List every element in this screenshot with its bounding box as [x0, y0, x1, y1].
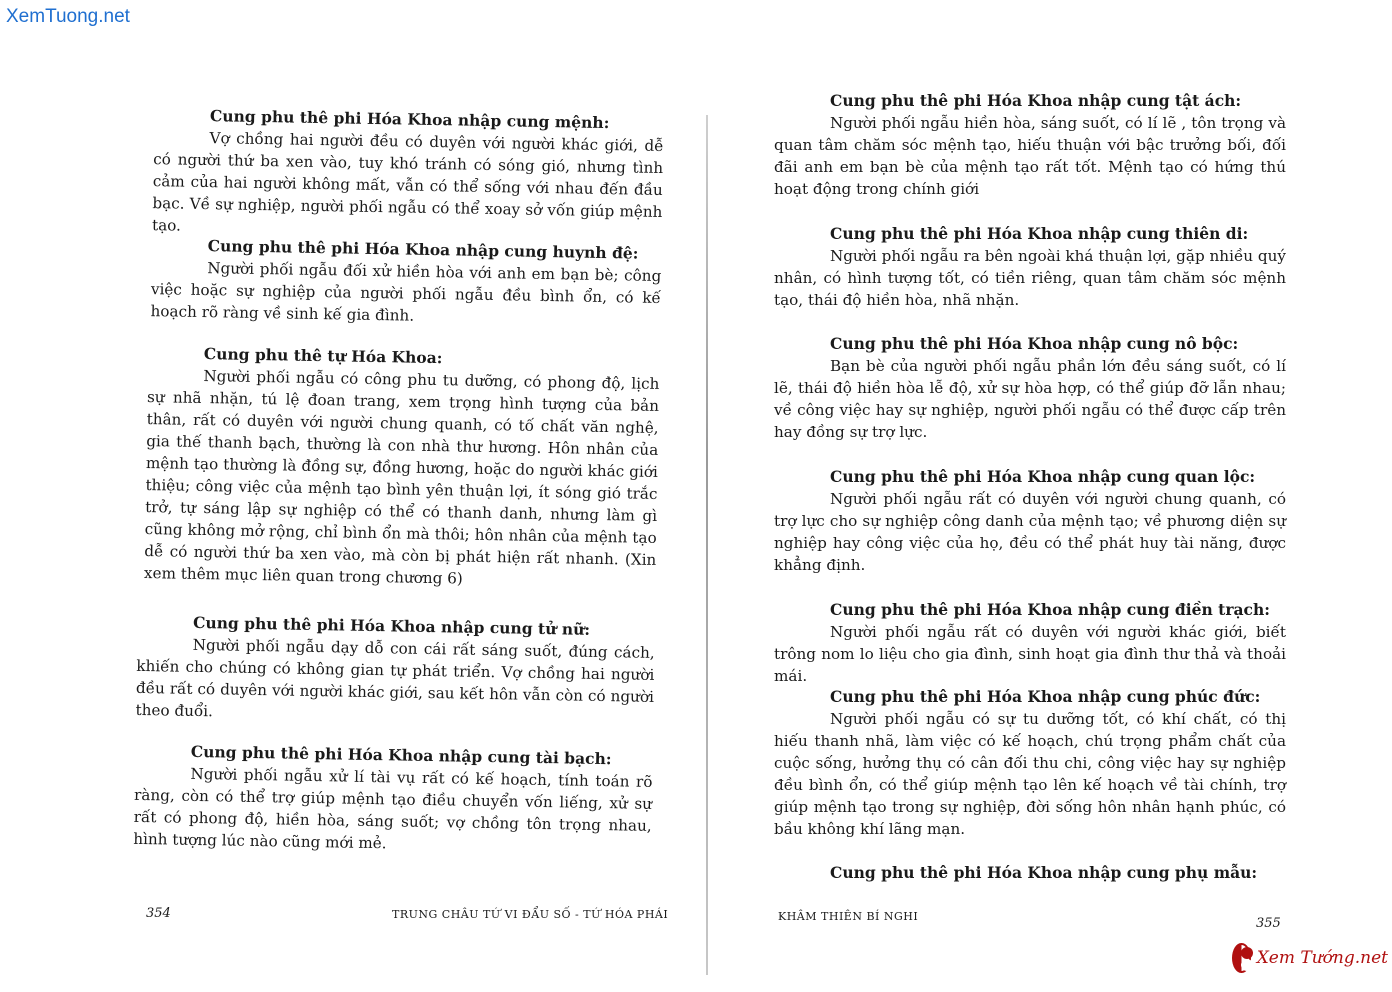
section-body: Người phối ngẫu có sự tu dưỡng tốt, có khí chất, có thị hiếu thanh nhã, làm việc có kế hoạch, chú trọng phẩm chất của cuộc sống, hưởng thụ có cân đối thu chi, công việc hay sự nghiệp đều bình ổn, có thể giúp mệnh tạo lên kế hoạch về tài chính, trợ giúp mệnh tạo trong sự nghiệp, đời sống hôn nhân hạnh phúc, có bầu không khí lãng mạn.	[774, 710, 1286, 838]
section-heading: Cung phu thê phi Hóa Khoa nhập cung nô bộc:	[830, 334, 1239, 353]
section-heading: Cung phu thê phi Hóa Khoa nhập cung quan lộc:	[830, 467, 1256, 486]
running-footer-left: TRUNG CHÂU TỨ VI ĐẨU SỐ - TỨ HÓA PHÁI	[392, 908, 669, 921]
section-tai-bach	[133, 740, 653, 859]
book-spine	[706, 115, 708, 975]
section-heading: Cung phu thê phi Hóa Khoa nhập cung điền trạch:	[830, 600, 1270, 619]
section-huynh-de	[150, 234, 661, 331]
section-no-boc	[774, 333, 1286, 443]
page-number-left: 354	[146, 906, 171, 921]
section-tu-nu	[135, 611, 655, 730]
section-body: Người phối ngẫu xử lí tài vụ rất có kế hoạch, tính toán rõ ràng, còn có thể trợ giúp mệnh tạo điều chuyển vốn liếng, xử sự rất có phong độ, hiền hòa, sáng suốt; vợ chồng tôn trọng nhau, hình tượng lúc nào cũng mới mẻ.	[133, 764, 653, 853]
section-heading: Cung phu thê phi Hóa Khoa nhập cung huynh đệ:	[207, 236, 639, 263]
site-logo[interactable]	[1232, 938, 1388, 978]
section-body: Người phối ngẫu hiền hòa, sáng suốt, có lí lẽ , tôn trọng và quan tâm chăm sóc mệnh tạo, hiếu thuận với bậc trưởng bối, đối đãi anh em bạn bè của mệnh tạo rất tốt. Mệnh tạo có hứng thú hoạt động trong chính giới	[774, 114, 1286, 198]
section-thien-di	[774, 223, 1286, 311]
running-footer-right: KHÂM THIÊN BÍ NGHI	[778, 910, 919, 923]
section-quan-loc	[774, 466, 1286, 576]
section-heading: Cung phu thê phi Hóa Khoa nhập cung tật ách:	[830, 91, 1242, 110]
section-body: Người phối ngẫu có công phu tu dưỡng, có phong độ, lịch sự nhã nhặn, tú lệ đoan trang, xem trọng hình tượng của bản thân, rất có duyên với người chung quanh, có tố chất văn nghệ, gia thế thanh bạch, thường là con nhà thư hương. Hôn nhân của mệnh tạo thường là đồng sự, đồng hương, hoặc do người khác giới thiệu; công việc của mệnh tạo bình yên thuận lợi, ít sóng gió trắc trở, tự sáng lập sự nghiệp có thể có thanh danh, nhưng làm gì cũng không mở rộng, chỉ bình ổn mà thôi; hôn nhân của mệnh tạo dễ có người thứ ba xen vào, mà còn bị phát hiện rất nhanh. (Xin xem thêm mục liên quan trong chương 6)	[143, 367, 660, 588]
section-body: Người phối ngẫu rất có duyên với người khác giới, biết trông nom lo liệu cho gia đình, sinh hoạt gia đình thư thả và thoải mái.	[774, 623, 1286, 685]
right-page	[774, 0, 1286, 983]
section-heading: Cung phu thê phi Hóa Khoa nhập cung mệnh:	[209, 106, 610, 133]
section-menh	[152, 104, 664, 245]
section-heading: Cung phu thê phi Hóa Khoa nhập cung tài bạch:	[190, 741, 612, 769]
section-body: Vợ chồng hai người đều có duyên với người khác giới, dễ có người thứ ba xen vào, tuy khó tránh có sóng gió, nhưng tình cảm của hai người không mất, vẫn có thể sống với nhau đến đầu bạc. Về sự nghiệp, người phối ngẫu có thể xoay sở vốn giúp mệnh tạo.	[151, 129, 664, 235]
section-body: Người phối ngẫu rất có duyên với người chung quanh, có trợ lực cho sự nghiệp công danh của mệnh tạo; về phương diện sự nghiệp hay công việc của họ, đều có thể phát huy tài năng, được khẳng định.	[774, 490, 1286, 574]
yin-yang-icon	[1232, 943, 1251, 973]
logo-text: Xem Tướng.net	[1256, 948, 1388, 968]
section-heading: Cung phu thê phi Hóa Khoa nhập cung thiên di:	[830, 224, 1249, 243]
site-watermark[interactable]: XemTuong.net	[6, 6, 130, 27]
section-heading: Cung phu thê tự Hóa Khoa:	[203, 344, 443, 368]
page-number-right: 355	[1256, 916, 1281, 931]
section-body: Người phối ngẫu dạy dỗ con cái rất sáng suốt, đúng cách, khiến cho chúng có không gian tự phát triển. Vợ chồng hai người đều rất có duyên với người khác giới, sau kết hôn vẫn còn có người theo đuổi.	[135, 635, 655, 721]
section-body: Bạn bè của người phối ngẫu phần lớn đều sáng suốt, có lí lẽ, thái độ hiền hòa lễ độ, xử sự hòa hợp, có thể giúp đỡ lẫn nhau; về công việc hay sự nghiệp, người phối ngẫu có thể được cấp trên hay đồng sự trợ lực.	[774, 357, 1286, 441]
section-body: Người phối ngẫu đối xử hiền hòa với anh em bạn bè; công việc hoặc sự nghiệp của người phối ngẫu đều bình ổn, có kế hoạch rõ ràng về sinh kế gia đình.	[150, 259, 662, 325]
left-page	[131, 0, 669, 992]
section-phuc-duc	[774, 686, 1286, 840]
section-phu-mau	[774, 862, 1286, 884]
section-heading: Cung phu thê phi Hóa Khoa nhập cung phúc đức:	[830, 687, 1261, 706]
section-tu-hoa-khoa	[144, 342, 660, 593]
section-dien-trach	[774, 599, 1286, 687]
section-heading: Cung phu thê phi Hóa Khoa nhập cung phụ mẫu:	[830, 863, 1258, 882]
section-body: Người phối ngẫu ra bên ngoài khá thuận lợi, gặp nhiều quý nhân, có hình tượng tốt, có tiền riêng, quan tâm chăm sóc mệnh tạo, thái độ hiền hòa, nhã nhặn.	[774, 247, 1286, 309]
section-heading: Cung phu thê phi Hóa Khoa nhập cung tử nữ:	[192, 612, 591, 639]
section-tat-ach	[774, 90, 1286, 200]
